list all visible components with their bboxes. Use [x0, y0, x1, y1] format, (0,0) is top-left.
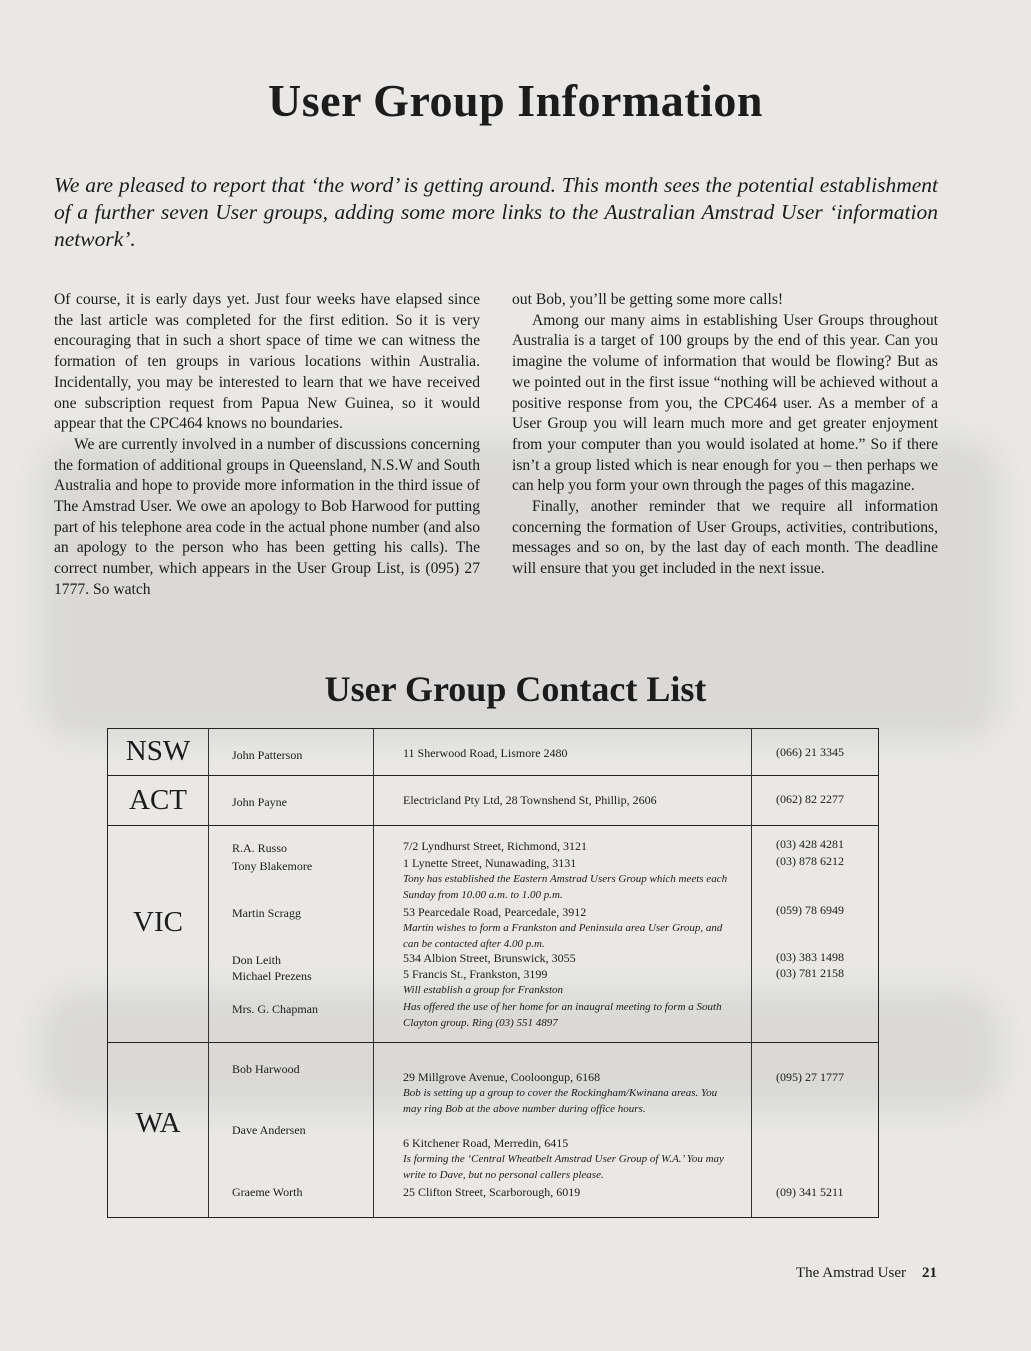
contact-note: Is forming the ‘Central Wheatbelt Amstrad User Group of W.A.’ You may write to Dave, but no personal callers please.	[403, 1153, 724, 1181]
contact-address: Electricland Pty Ltd, 28 Townshend St, Phillip, 2606	[403, 793, 657, 807]
contact-phone: (09) 341 5211	[776, 1185, 844, 1199]
state-row-act	[108, 776, 878, 826]
body-paragraph: out Bob, you’ll be getting some more calls!	[512, 291, 784, 308]
state-row-nsw	[108, 729, 878, 776]
state-label: WA	[135, 1107, 181, 1139]
contact-address: 11 Sherwood Road, Lismore 2480	[403, 746, 568, 760]
contact-list-title: User Group Contact List	[324, 669, 707, 709]
publication-name: The Amstrad User	[796, 1265, 906, 1281]
state-label: ACT	[129, 784, 187, 816]
contact-name: Martin Scragg	[232, 906, 301, 920]
contact-phone: (03) 428 4281	[776, 837, 844, 851]
intro-paragraph: We are pleased to report that ‘the word’ is getting around. This month sees the potential establishment of a further seven User groups, adding some more links to the Australian Amstrad User ‘information network’.	[54, 173, 938, 251]
contact-phone: (03) 383 1498	[776, 950, 844, 964]
body-paragraph: Among our many aims in establishing User Groups throughout Australia is a target of 100 groups by the end of this year. Can you imagine the volume of information that would be flowing? But as we pointed out in the first issue “nothing will be achieved without a positive response from you, the CPC464 user. As a member of a User Group you will learn much more and get greater enjoyment from your computer than you would isolated at home.” So if there isn’t a group listed which is near enough for you – then perhaps we can help you form your own through the pages of this magazine.	[512, 311, 938, 495]
page-title: User Group Information	[268, 75, 763, 126]
contact-phone: (03) 781 2158	[776, 966, 844, 980]
contact-note: Tony has established the Eastern Amstrad Users Group which meets each Sunday from 10.00 a.m. to 1.00 p.m.	[403, 873, 728, 901]
contact-address	[403, 855, 733, 903]
contact-address	[403, 966, 733, 998]
state-row-vic	[108, 826, 878, 1043]
contact-name: Michael Prezens	[232, 969, 312, 983]
contact-address	[403, 904, 733, 952]
address-line: 5 Francis St., Frankston, 3199	[403, 967, 548, 981]
contact-name: Tony Blakemore	[232, 859, 313, 873]
contact-name: Graeme Worth	[232, 1185, 303, 1199]
state-label: NSW	[125, 735, 191, 767]
contact-address	[403, 1135, 733, 1183]
contact-address	[403, 999, 733, 1031]
contact-name: R.A. Russo	[232, 841, 288, 855]
body-column-right	[512, 290, 938, 580]
contact-name: Dave Andersen	[232, 1123, 306, 1137]
contact-name: Bob Harwood	[232, 1062, 300, 1076]
address-line: 1 Lynette Street, Nunawading, 3131	[403, 856, 577, 870]
contact-address: 25 Clifton Street, Scarborough, 6019	[403, 1185, 581, 1199]
page-footer	[796, 1265, 937, 1282]
body-paragraph: We are currently involved in a number of discussions concerning the formation of additional groups in Queensland, N.S.W and South Australia and hope to provide more information in the third issue of The Amstrad User. We owe an apology to Bob Harwood for putting part of his telephone area code in the actual phone number (and also an apology to the person who has been getting his calls). The correct number, which appears in the User Group List, is (095) 27 1777. So watch	[54, 435, 480, 598]
contact-phone: (066) 21 3345	[776, 745, 844, 759]
contact-address: 7/2 Lyndhurst Street, Richmond, 3121	[403, 839, 587, 853]
body-paragraph: Of course, it is early days yet. Just four weeks have elapsed since the last article was completed for the first edition. So it is very encouraging that in such a short space of time we can witness the formation of ten groups in various locations within Australia. Incidentally, you may be interested to learn that we have received one subscription request from Papua New Guinea, so it would appear that the CPC464 knows no boundaries.	[54, 291, 480, 433]
contact-note: Martin wishes to form a Frankston and Peninsula area User Group, and can be contacted after 4.00 p.m.	[403, 922, 723, 950]
state-label: VIC	[133, 906, 183, 938]
contact-address	[403, 1069, 733, 1117]
state-row-wa	[108, 1043, 878, 1218]
column-divider	[208, 729, 209, 1217]
column-divider	[751, 729, 752, 1217]
contact-phone: (059) 78 6949	[776, 903, 844, 917]
contact-name: Mrs. G. Chapman	[232, 1002, 318, 1016]
contact-phone: (03) 878 6212	[776, 854, 844, 868]
body-paragraph: Finally, another reminder that we require all information concerning the formation of User Groups, activities, contributions, messages and so on, by the last day of each month. The deadline will ensure that you get included in the next issue.	[512, 498, 938, 578]
contact-name: John Payne	[232, 795, 287, 809]
contact-note: Bob is setting up a group to cover the Rockingham/Kwinana areas. You may ring Bob at the above number during office hours.	[403, 1087, 718, 1115]
contact-name: John Patterson	[232, 748, 303, 762]
contact-note: Has offered the use of her home for an inaugral meeting to form a South Clayton group. Ring (03) 551 4897	[403, 1001, 722, 1029]
contact-phone: (095) 27 1777	[776, 1070, 844, 1084]
body-column-left	[54, 290, 480, 601]
contact-phone: (062) 82 2277	[776, 792, 844, 806]
contact-table	[107, 728, 879, 1218]
address-line: 6 Kitchener Road, Merredin, 6415	[403, 1136, 569, 1150]
address-line: 29 Millgrove Avenue, Cooloongup, 6168	[403, 1070, 601, 1084]
address-line: 53 Pearcedale Road, Pearcedale, 3912	[403, 905, 587, 919]
page-number: 21	[922, 1265, 937, 1281]
contact-note: Will establish a group for Frankston	[403, 984, 564, 996]
contact-address: 534 Albion Street, Brunswick, 3055	[403, 951, 576, 965]
column-divider	[373, 729, 374, 1217]
contact-name: Don Leith	[232, 953, 281, 967]
